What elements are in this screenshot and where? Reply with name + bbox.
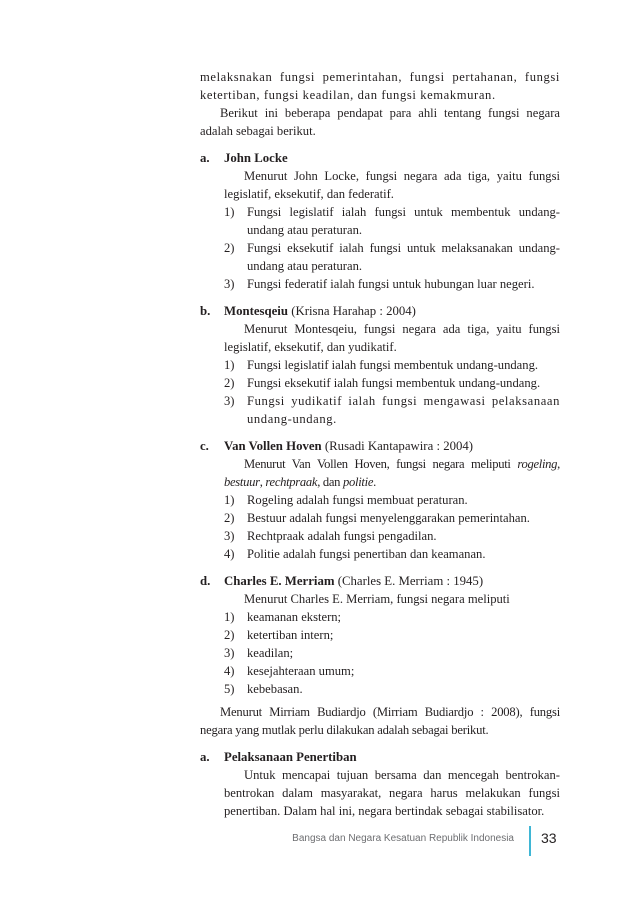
section-note: (Charles E. Merriam : 1945) bbox=[334, 574, 484, 588]
item-number: 2) bbox=[224, 628, 235, 642]
intro-sep: , bbox=[557, 457, 560, 471]
item-text: Fungsi legislatif ialah fungsi membentuk undang-undang. bbox=[247, 358, 539, 372]
item-number: 4) bbox=[224, 547, 235, 561]
paragraph-budiardjo: Menurut Mirriam Budiardjo (Mirriam Budiardjo : 2008), fungsi negara yang mutlak perlu dilakukan adalah sebagai berikut. bbox=[200, 705, 560, 737]
list-item bbox=[224, 491, 560, 509]
item-number: 2) bbox=[224, 241, 235, 255]
section-heading bbox=[200, 437, 560, 455]
list-item bbox=[224, 626, 560, 644]
section-intro bbox=[224, 455, 560, 491]
section-montesqeiu bbox=[200, 302, 560, 428]
item-text: Fungsi eksekutif ialah fungsi membentuk undang-undang. bbox=[247, 376, 541, 390]
section-heading bbox=[200, 572, 560, 590]
item-number: 4) bbox=[224, 664, 235, 678]
item-number: 2) bbox=[224, 376, 235, 390]
book-title: Bangsa dan Negara Kesatuan Republik Indonesia bbox=[292, 833, 514, 844]
item-text: Fungsi federatif ialah fungsi untuk hubungan luar negeri. bbox=[247, 277, 535, 291]
list-item bbox=[224, 356, 560, 374]
list-item bbox=[224, 392, 560, 428]
list-item bbox=[224, 608, 560, 626]
item-number: 2) bbox=[224, 511, 235, 525]
section-intro: Menurut John Locke, fungsi negara ada tiga, yaitu fungsi legislatif, eksekutif, dan federatif. bbox=[224, 169, 560, 201]
section-pelaksanaan-penertiban bbox=[200, 748, 560, 820]
list-item bbox=[224, 374, 560, 392]
item-number: 3) bbox=[224, 529, 235, 543]
item-number: 1) bbox=[224, 205, 235, 219]
item-text: keadilan; bbox=[247, 646, 294, 660]
list-item bbox=[224, 680, 560, 698]
intro-end: . bbox=[373, 475, 376, 489]
item-list bbox=[224, 491, 560, 563]
section-note: (Rusadi Kantapawira : 2004) bbox=[321, 439, 474, 453]
section-intro: Menurut Montesqeiu, fungsi negara ada tiga, yaitu fungsi legislatif, eksekutif, dan yudikatif. bbox=[224, 322, 560, 354]
term-rogeling: rogeling bbox=[517, 457, 558, 471]
section-title: John Locke bbox=[224, 151, 288, 165]
item-list bbox=[224, 203, 560, 293]
paragraph-intro: melaksnakan fungsi pemerintahan, fungsi pertahanan, fungsi ketertiban, fungsi keadilan, dan fungsi kemakmuran. bbox=[200, 70, 560, 102]
item-text: Fungsi eksekutif ialah fungsi untuk melaksanakan undang-undang atau peraturan. bbox=[247, 241, 560, 273]
list-item bbox=[224, 662, 560, 680]
term-rechtpraak: rechtpraak bbox=[265, 475, 318, 489]
section-letter: d. bbox=[200, 574, 211, 588]
section-intro: Untuk mencapai tujuan bersama dan mencegah bentrokan-bentrokan dalam masyarakat, negara harus melakukan fungsi penertiban. Dalam hal ini, negara bertindak sebagai stabilisator. bbox=[224, 768, 560, 818]
section-heading bbox=[200, 302, 560, 320]
item-number: 3) bbox=[224, 646, 235, 660]
item-text: Bestuur adalah fungsi menyelenggarakan pemerintahan. bbox=[247, 511, 530, 525]
section-heading bbox=[200, 149, 560, 167]
item-text: Rechtpraak adalah fungsi pengadilan. bbox=[247, 529, 437, 543]
page-body bbox=[200, 68, 560, 820]
item-text: keamanan ekstern; bbox=[247, 610, 342, 624]
footer-divider bbox=[529, 826, 531, 856]
section-heading bbox=[200, 748, 560, 766]
intro-sep: , dan bbox=[317, 475, 344, 489]
section-intro: Menurut Charles E. Merriam, fungsi negara meliputi bbox=[244, 592, 510, 606]
item-number: 3) bbox=[224, 394, 235, 408]
term-politie: politie bbox=[343, 475, 374, 489]
section-title: Pelaksanaan Penertiban bbox=[224, 750, 357, 764]
item-text: Rogeling adalah fungsi membuat peraturan. bbox=[247, 493, 468, 507]
section-letter: a. bbox=[200, 151, 210, 165]
item-number: 1) bbox=[224, 493, 235, 507]
page-footer bbox=[0, 826, 638, 856]
list-item bbox=[224, 509, 560, 527]
item-list bbox=[224, 356, 560, 428]
list-item bbox=[224, 545, 560, 563]
section-note: (Krisna Harahap : 2004) bbox=[288, 304, 416, 318]
section-charles-merriam bbox=[200, 572, 560, 698]
item-number: 5) bbox=[224, 682, 235, 696]
item-text: Politie adalah fungsi penertiban dan keamanan. bbox=[247, 547, 486, 561]
section-letter: b. bbox=[200, 304, 211, 318]
paragraph-opinions: Berikut ini beberapa pendapat para ahli tentang fungsi negara adalah sebagai berikut. bbox=[200, 106, 560, 138]
section-title: Montesqeiu bbox=[224, 304, 288, 318]
list-item bbox=[224, 644, 560, 662]
section-title: Van Vollen Hoven bbox=[224, 439, 322, 453]
section-van-vollen-hoven bbox=[200, 437, 560, 563]
item-number: 1) bbox=[224, 358, 235, 372]
section-title: Charles E. Merriam bbox=[224, 574, 335, 588]
item-text: kebebasan. bbox=[247, 682, 303, 696]
item-text: Fungsi yudikatif ialah fungsi mengawasi pelaksanaan undang-undang. bbox=[247, 394, 560, 426]
item-number: 3) bbox=[224, 277, 235, 291]
term-bestuur: bestuur bbox=[224, 475, 260, 489]
item-text: kesejahteraan umum; bbox=[247, 664, 355, 678]
intro-text: Menurut Van Vollen Hoven, fungsi negara meliputi bbox=[244, 457, 518, 471]
item-list bbox=[224, 608, 560, 698]
section-john-locke bbox=[200, 149, 560, 293]
item-text: ketertiban intern; bbox=[247, 628, 334, 642]
page-number: 33 bbox=[541, 830, 557, 846]
item-text: Fungsi legislatif ialah fungsi untuk membentuk undang-undang atau peraturan. bbox=[247, 205, 560, 237]
list-item bbox=[224, 527, 560, 545]
section-letter: a. bbox=[200, 750, 210, 764]
list-item bbox=[224, 275, 560, 293]
intro-sep: , bbox=[259, 475, 266, 489]
list-item bbox=[224, 239, 560, 275]
item-number: 1) bbox=[224, 610, 235, 624]
section-letter: c. bbox=[200, 439, 209, 453]
list-item bbox=[224, 203, 560, 239]
